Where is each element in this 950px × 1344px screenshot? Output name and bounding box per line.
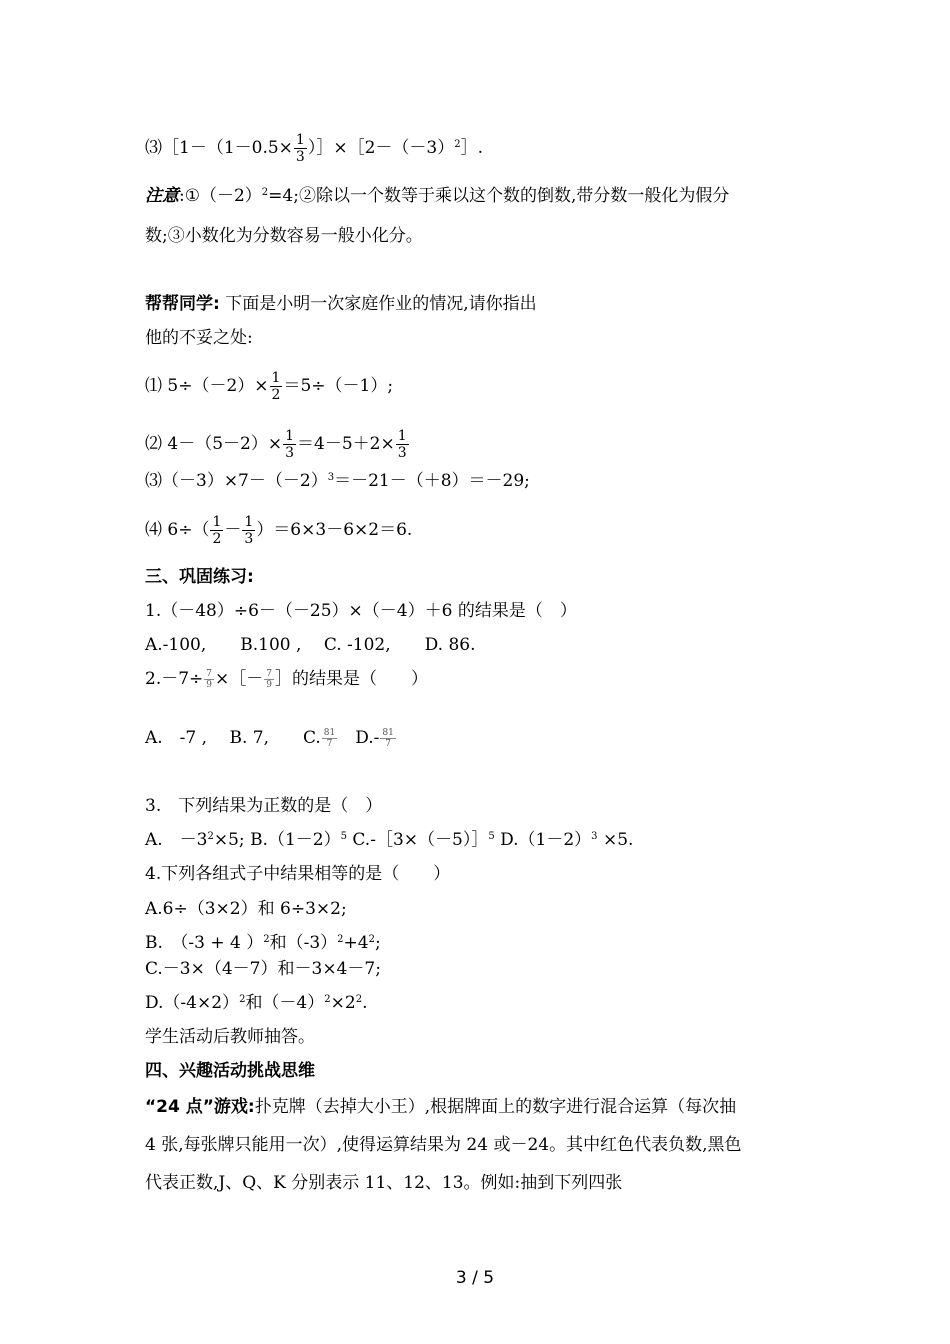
question-2: 2.－7÷ $\frac{7}{9}$ ×［－ $\frac{7}{9}$ ］的结果是（ ） [145, 669, 428, 690]
fraction: $\frac{1}{3}$ [295, 132, 305, 165]
question-4: 4.下列各组式子中结果相等的是（ ） [145, 864, 451, 884]
help-label: 帮帮同学: [145, 294, 220, 314]
fraction: $\frac{81}{7}$ [382, 728, 394, 749]
help-line-2: 他的不妥之处: [145, 328, 253, 348]
fraction: $\frac{1}{3}$ [285, 428, 295, 461]
question-3: 3. 下列结果为正数的是（ ） [145, 796, 383, 816]
question-3-options: A. $-3^2\times 5$; $B.(1-2)^5$ C.-［3×（－5）］$^5$ $D.(1-2)^3 \times 5$. [145, 830, 634, 850]
fraction: $\frac{1}{3}$ [244, 514, 254, 547]
help-line-1: 帮帮同学: 下面是小明一次家庭作业的情况,请你指出 [145, 294, 537, 314]
page-number: 3 / 5 [455, 1268, 495, 1288]
fraction: $\frac{7}{9}$ [266, 669, 272, 690]
note-label: 注意 [145, 186, 179, 206]
help-item-2: ⑵ 4－（5－2）× $\frac{1}{3}$ ＝4－5＋2× $\frac{1}{3}$ [145, 428, 407, 461]
note-line-1: 注意$:①(-2)^2=4;②$除以一个数等于乘以这个数的倒数,带分数一般化为假分 [145, 186, 730, 206]
game-line-2: 4 张,每张牌只能用一次）,使得运算结果为 24 或－24。其中红色代表负数,黑色 [145, 1135, 742, 1155]
game-line-3: 代表正数,J、Q、K 分别表示 11、12、13。例如:抽到下列四张 [145, 1173, 623, 1193]
question-1: 1.（－48）÷6－（－25）×（－4）＋6 的结果是（ ） [145, 601, 577, 621]
fraction: $\frac{1}{2}$ [212, 514, 222, 547]
help-item-1: ⑴ 5÷（－2）× $\frac{1}{2}$ ＝5÷（－1）; [145, 370, 394, 403]
game-line-1: “24 点”游戏:扑克牌（去掉大小王）,根据牌面上的数字进行混合运算（每次抽 [145, 1097, 737, 1117]
fraction: $\frac{1}{3}$ [397, 428, 407, 461]
help-item-3: $⑶(-3)\times 7-(-2)^3=-21-(+8)=-29$; [145, 471, 530, 491]
question-4-option-c: C.－3×（4－7）和－3×4－7; [145, 959, 381, 979]
game-label: “24 点”游戏: [145, 1097, 255, 1117]
question-4-option-d: $D.(-4\times 2)^2$和$(-4)^2\times 2^2$. [145, 993, 368, 1013]
fraction: $\frac{1}{2}$ [271, 370, 281, 403]
question-4-option-a: A.6÷（3×2）和 6÷3×2; [145, 899, 347, 919]
teacher-note: 学生活动后教师抽答。 [145, 1027, 315, 1047]
note-line-2: 数;③小数化为分数容易一般小化分。 [145, 226, 423, 246]
help-item-4: ⑷ 6÷（ $\frac{1}{2}$ － $\frac{1}{3}$ ）＝6×3－6×2＝6. [145, 514, 413, 547]
text: ⑶［1－（1－0.5× [145, 138, 293, 158]
problem-3-line: ⑶［1－（1－0.5× $\frac{1}{3}$ ）$]\times[2-(-3)^2]$. [145, 132, 484, 165]
question-1-options: A.-100, B.100 , C. -102, D. 86. [145, 635, 476, 655]
section-heading-3: 三、巩固练习: [145, 567, 254, 587]
question-4-option-b: B. （-3 + 4 ）$^2$和$(-3)^2+4^2$; [145, 933, 381, 953]
fraction: $\frac{81}{7}$ [323, 728, 336, 749]
question-2-options: A. -7 , B. 7, C. $\frac{81}{7}$ D.- $\frac{81}{7}$ [145, 728, 394, 749]
section-heading-4: 四、兴趣活动挑战思维 [145, 1061, 315, 1081]
fraction: $\frac{7}{9}$ [206, 669, 213, 690]
